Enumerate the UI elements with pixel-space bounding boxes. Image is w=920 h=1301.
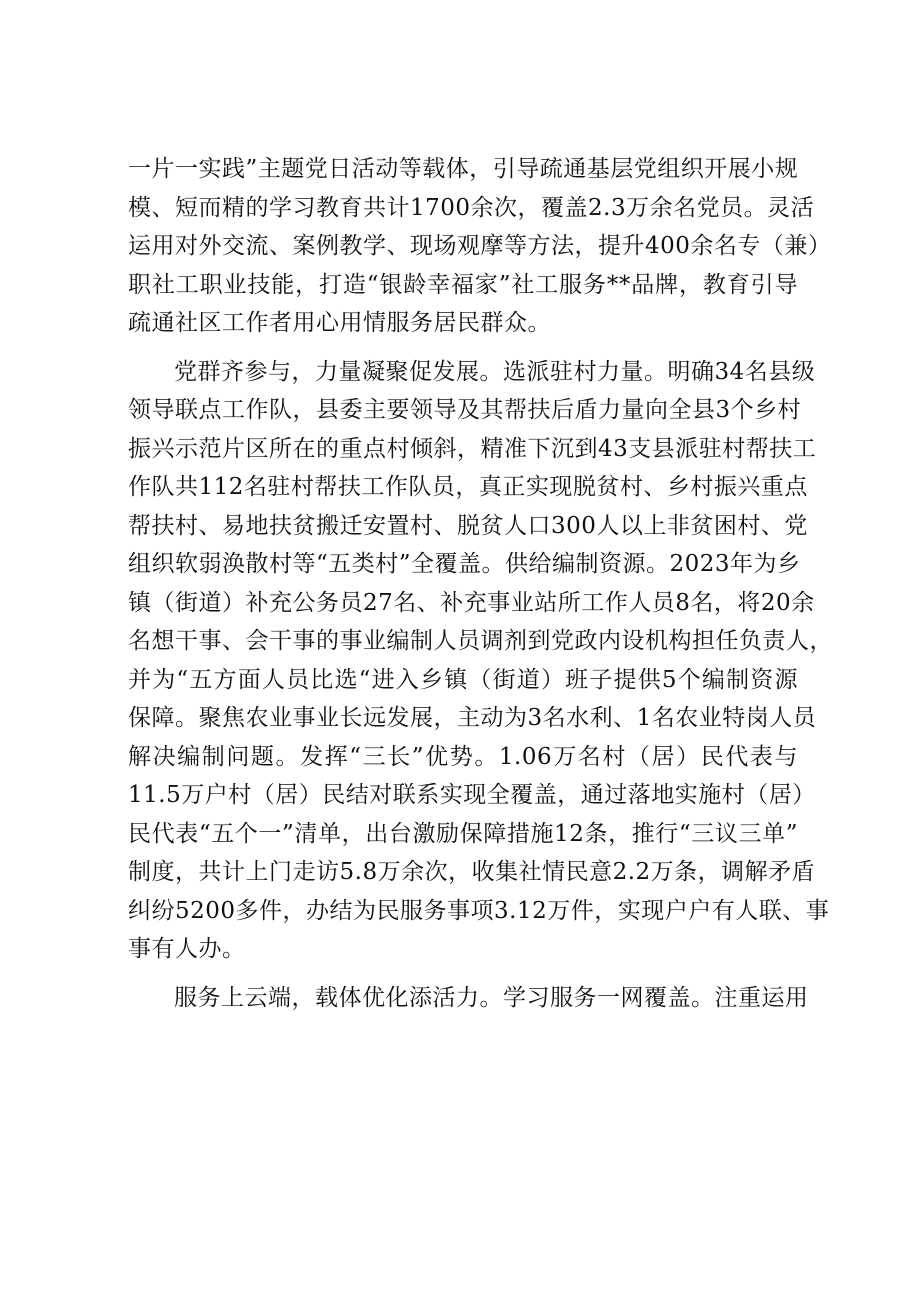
text-line: 疏通社区工作者用心用情服务居民群众。 (128, 310, 551, 336)
text-line: 领导联点工作队，县委主要领导及其帮扶后盾力量向全县3个乡村 (128, 397, 802, 423)
text-line: 民代表“五个一”清单，出台激励保障措施12条，推行“三议三单” (128, 820, 798, 847)
text-line: 纠纷5200多件，办结为民服务事项3.12万件，实现户户有人联、事 (128, 897, 830, 924)
text-line: 制度，共计上门走访5.8万余次，收集社情民意2.2万条，调解矛盾 (128, 859, 816, 885)
text-line: 名想干事、会干事的事业编制人员调剂到党政内设机构担任负责人， (128, 628, 833, 654)
text-line: 事有人办。 (128, 936, 246, 962)
text-line: 运用对外交流、案例教学、现场观摩等方法，提升400余名专（兼） (128, 233, 832, 259)
document-body (128, 150, 833, 1017)
text-line: 服务上云端，载体优化添活力。学习服务一网覆盖。注重运用 (174, 984, 809, 1011)
text-line: 模、短而精的学习教育共计1700余次，覆盖2.3万余名党员。灵活 (128, 194, 815, 221)
text-line: 振兴示范片区所在的重点村倾斜，精准下沉到43支县派驻村帮扶工 (128, 435, 817, 462)
text-line: 11.5万户村（居）民结对联系实现全覆盖，通过落地实施村（居） (128, 782, 816, 808)
text-line: 帮扶村、易地扶贫搬迁安置村、脱贫人口300人以上非贫困村、党 (128, 512, 808, 539)
text-line: 组织软弱涣散村等“五类村”全覆盖。供给编制资源。2023年为乡 (128, 551, 801, 577)
text-line: 镇（街道）补充公务员27名、补充事业站所工作人员8名，将20余 (128, 589, 815, 616)
paragraph-2 (128, 353, 833, 969)
text-line: 作队共112名驻村帮扶工作队员，真正实现脱贫村、乡村振兴重点 (128, 474, 808, 500)
paragraph-3 (128, 979, 809, 1018)
text-line: 解决编制问题。发挥“三长”优势。1.06万名村（居）民代表与 (128, 743, 798, 770)
text-line: 职社工职业技能，打造“银龄幸福家”社工服务**品牌，教育引导 (128, 271, 798, 298)
paragraph-1 (128, 150, 832, 343)
text-line: 党群齐参与，力量凝聚促发展。选派驻村力量。明确34名县级 (174, 358, 816, 385)
text-line: 并为“五方面人员比选“进入乡镇（街道）班子提供5个编制资源 (128, 666, 798, 693)
text-line: 保障。聚焦农业事业长远发展，主动为3名水利、1名农业特岗人员 (128, 705, 817, 731)
text-line: 一片一实践”主题党日活动等载体，引导疏通基层党组织开展小规 (128, 156, 799, 182)
